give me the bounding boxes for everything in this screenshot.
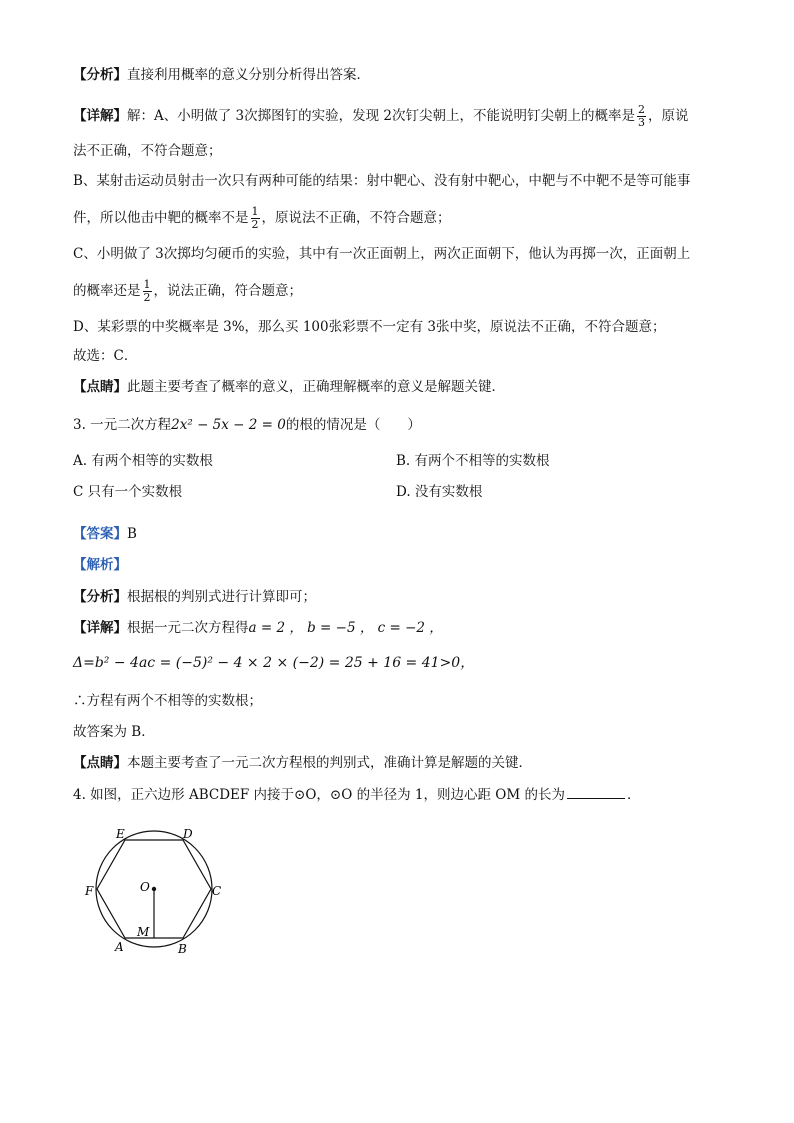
q3-discriminant: Δ=b² − 4ac = (−5)² − 4 × 2 × (−2) = 25 + 16 = 41>0， <box>73 655 475 671</box>
detail-c-line1: C、小明做了 3次掷均匀硬币的实验，其中有一次正面朝上，两次正面朝下，他认为再掷一次，正面朝上 <box>73 246 691 262</box>
fraction-two-thirds: $\frac{2}{3}$ <box>638 103 646 129</box>
detail-a-line2: 法不正确，不符合题意； <box>73 143 222 159</box>
detail-tag: 【详解】 <box>73 108 127 124</box>
comment-line: 【点睛】此题主要考查了概率的意义，正确理解概率的意义是解题关键． <box>73 379 505 395</box>
q3-final: 故答案为 B． <box>73 724 155 740</box>
label-d: D <box>183 827 193 841</box>
q3-analysis-line: 【分析】根据根的判别式进行计算即可； <box>73 589 316 605</box>
q3-coefficients: a = 2 ， b = −5 ， c = −2 ， <box>248 620 443 636</box>
q3-option-b: B. 有两个不相等的实数根 <box>396 453 550 469</box>
analysis-tag: 【分析】 <box>73 67 127 83</box>
q3-solution-tag: 【解析】 <box>73 557 127 573</box>
answer-tag: 【答案】 <box>73 526 127 542</box>
answer-blank <box>567 786 625 799</box>
label-c: C <box>212 884 222 898</box>
q4-stem: 4. 如图，正六边形 ABCDEF 内接于⊙O，⊙O 的半径为 1，则边心距 OM 的长为 ． <box>73 787 641 803</box>
detail-b-line1: B、某射击运动员射击一次只有两种可能的结果：射中靶心、没有射中靶心，中靶与不中靶不是等可能事 <box>73 173 691 189</box>
q3-option-a: A. 有两个相等的实数根 <box>73 453 213 469</box>
detail-b-line2: 件，所以他击中靶的概率不是 $\frac{1}{2}$ ，原说法不正确，不符合题意； <box>73 205 451 231</box>
label-a: A <box>115 940 124 954</box>
analysis-text: 直接利用概率的意义分别分析得出答案． <box>127 67 370 83</box>
answer-value: B <box>127 526 137 542</box>
label-f: F <box>85 884 94 898</box>
label-o: O <box>140 880 150 894</box>
q3-comment-line: 【点睛】本题主要考查了一元二次方程根的判别式，准确计算是解题的关键． <box>73 755 532 771</box>
q3-detail-line: 【详解】根据一元二次方程得a = 2 ， b = −5 ， c = −2 ， <box>73 620 443 636</box>
detail-d-line: D、某彩票的中奖概率是 3%，那么买 100张彩票不一定有 3张中奖，原说法不正确，不符合题意； <box>73 319 666 335</box>
q3-option-c: C 只有一个实数根 <box>73 484 183 500</box>
label-m: M <box>137 925 150 939</box>
detail-a-line1 <box>73 104 689 129</box>
fraction-one-half-b: $\frac{1}{2}$ <box>251 205 259 231</box>
hexagon-diagram <box>80 825 230 960</box>
q3-conclusion: ∴方程有两个不相等的实数根； <box>73 693 262 709</box>
q3-equation: 2x² − 5x − 2 = 0 <box>171 417 286 433</box>
detail-a-text-post: ，原说 <box>648 108 689 124</box>
q3-stem: 3. 一元二次方程2x² − 5x − 2 = 0的根的情况是（ ） <box>73 417 421 433</box>
label-b: B <box>178 942 187 956</box>
q3-answer-line <box>73 525 137 543</box>
label-e: E <box>116 827 125 841</box>
analysis-line <box>73 66 370 84</box>
choose-line: 故选：C． <box>73 348 138 364</box>
center-dot <box>152 887 156 891</box>
detail-c-line2: 的概率还是 $\frac{1}{2}$ ，说法正确，符合题意； <box>73 278 302 304</box>
fraction-one-half-c: $\frac{1}{2}$ <box>143 278 151 304</box>
detail-a-text-pre: 解：A、小明做了 3次掷图钉的实验，发现 2次钉尖朝上，不能说明钉尖朝上的概率是 <box>127 108 636 124</box>
q3-option-d: D. 没有实数根 <box>396 484 483 500</box>
